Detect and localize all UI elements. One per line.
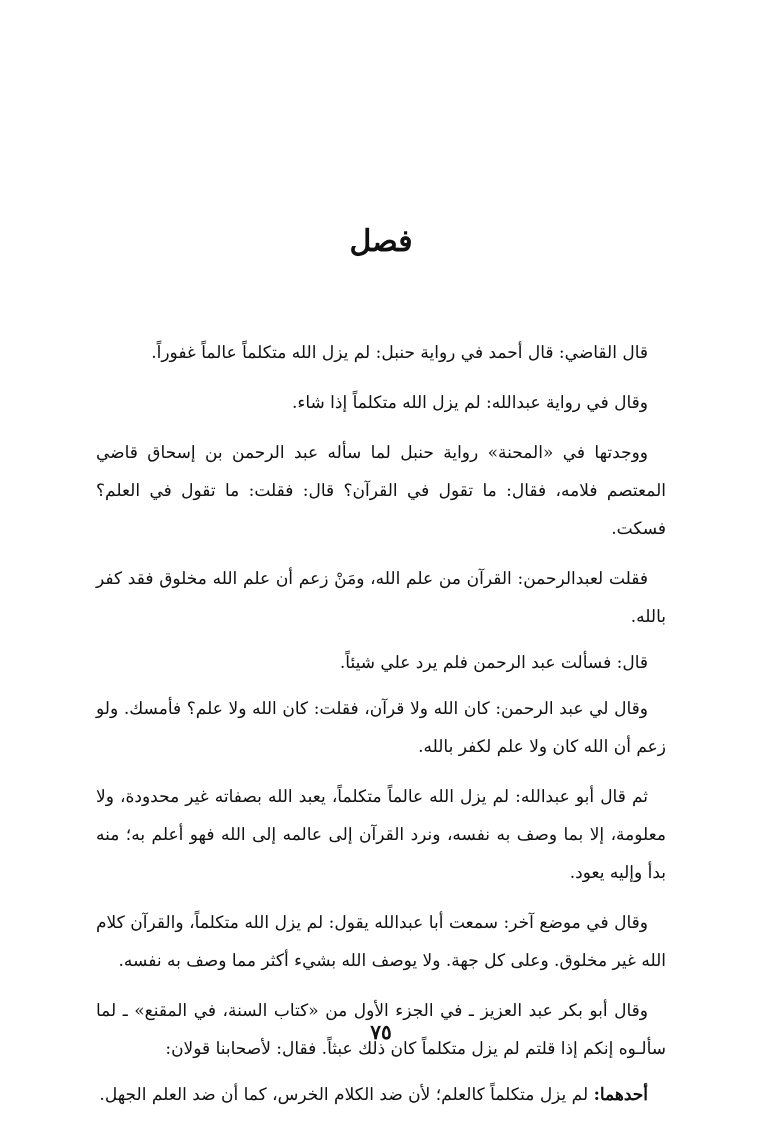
paragraph-9: وقال أبو بكر عبد العزيز ـ في الجزء الأول من «كتاب السنة، في المقنع» ـ لما سألـوه إنكم إذا قلتم لم يزل متكلماً كان ذلك عبثاً. فقال: لأصحابنا قولان: xyxy=(96,1001,666,1059)
paragraph-7: ثم قال أبو عبدالله: لم يزل الله عالماً متكلماً، يعبد الله بصفاته غير محدودة، ولا معلومة، إلا بما وصف به نفسه، ونرد القرآن إلى عالمه إلى الله فهو أعلم به؛ منه بدأ وإليه يعود. xyxy=(96,787,666,883)
paragraph-1: قال القاضي: قال أحمد في رواية حنبل: لم يزل الله متكلماً عالماً غفوراً. xyxy=(151,343,648,363)
paragraph-10-lead: أحدهما: xyxy=(593,1085,648,1105)
paragraph-2: وقال في رواية عبدالله: لم يزل الله متكلماً إذا شاء. xyxy=(291,393,648,413)
paragraph-8: وقال في موضع آخر: سمعت أبا عبدالله يقول: لم يزل الله متكلماً، والقرآن كلام الله غير مخلوق. وعلى كل جهة. ولا يوصف الله بشيء أكثر مما وصف به نفسه. xyxy=(96,913,666,971)
paragraph-5: قال: فسألت عبد الرحمن فلم يرد علي شيئاً. xyxy=(339,653,648,673)
paragraph-10-text: لم يزل متكلماً كالعلم؛ لأن ضد الكلام الخرس، كما أن ضد العلم الجهل. xyxy=(99,1085,594,1105)
paragraph-3: ووجدتها في «المحنة» رواية حنبل لما سأله عبد الرحمن بن إسحاق قاضي المعتصم فلامه، فقال: ما تقول في القرآن؟ قال: فقلت: ما تقول في العلم؟ فسكت. xyxy=(96,443,666,539)
page-number: ٧٥ xyxy=(370,1020,392,1044)
section-title: فصل xyxy=(349,224,413,259)
paragraph-4: فقلت لعبدالرحمن: القرآن من علم الله، ومَنْ زعم أن علم الله مخلوق فقد كفر بالله. xyxy=(96,569,666,627)
paragraph-10 xyxy=(96,1076,666,1114)
paragraph-6: وقال لي عبد الرحمن: كان الله ولا قرآن، فقلت: كان الله ولا علم؟ فأمسك. ولو زعم أن الله كان ولا علم لكفر بالله. xyxy=(96,699,666,757)
body-text xyxy=(96,334,666,1126)
